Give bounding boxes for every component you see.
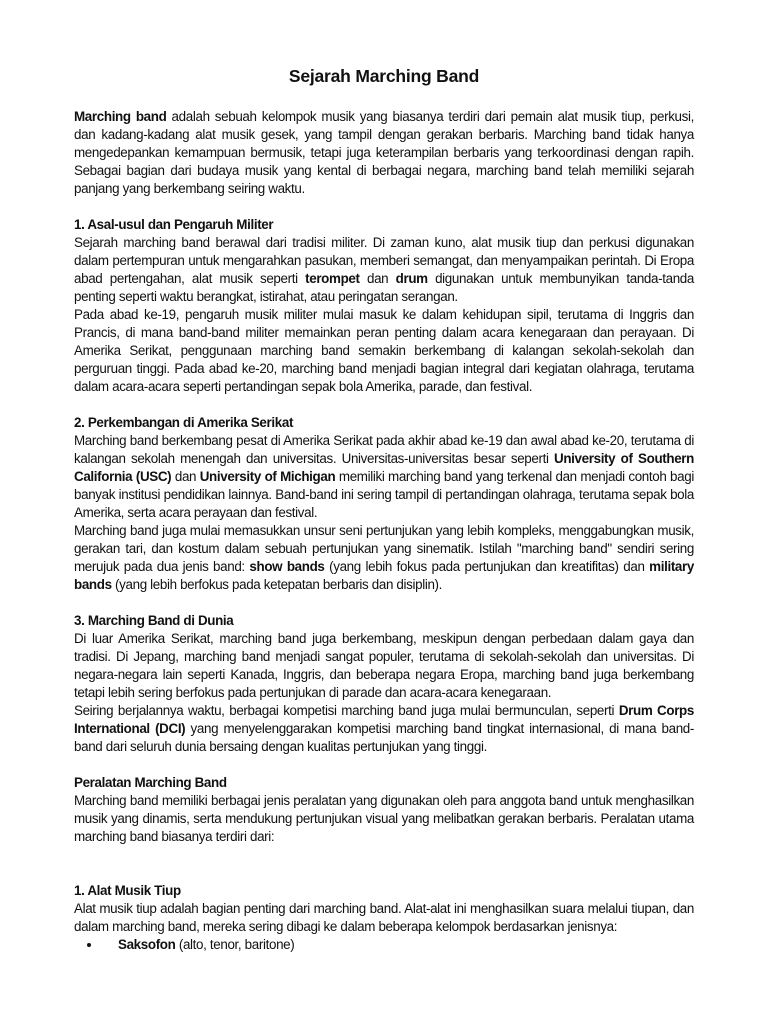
bold-term: drum: [395, 271, 428, 286]
bold-term: Saksofon: [118, 937, 176, 952]
text-run: (alto, tenor, baritone): [175, 937, 295, 952]
section1-paragraph-1: [74, 234, 694, 306]
section3-paragraph-1: Di luar Amerika Serikat, marching band juga berkembang, meskipun dengan perbedaan dalam gaya dan tradisi. Di Jepang, marching band menjadi sangat populer, terutama di sekolah-sekolah dan universitas. Di negara-negara lain seperti Kanada, Inggris, dan beberapa negara Eropa, marching band juga berkembang tetapi lebih sering berfokus pada pertunjukan di parade dan acara-acara kenegaraan.: [74, 631, 694, 700]
section3-heading: 3. Marching Band di Dunia: [74, 613, 234, 628]
bold-term: Drum Corps International (DCI): [74, 703, 694, 736]
text-run: Seiring berjalannya waktu, berbagai kompetisi marching band juga mulai bermunculan, seperti: [74, 703, 619, 718]
wind-instruments-paragraph: Alat musik tiup adalah bagian penting dari marching band. Alat-alat ini menghasilkan suara melalui tiupan, dan dalam marching band, mereka sering dibagi ke dalam beberapa kelompok berdasarkan jenisnya:: [74, 901, 694, 934]
page-title: Sejarah Marching Band: [288, 66, 480, 86]
text-run: Marching band juga mulai memasukkan unsur seni pertunjukan yang lebih kompleks, menggabungkan musik, gerakan tari, dan kostum dalam sebuah pertunjukan yang sinematik. Istilah "marching band" sendiri sering merujuk pada dua jenis band:: [74, 523, 694, 574]
wind-instruments-heading: 1. Alat Musik Tiup: [74, 883, 181, 898]
bold-term: University of Michigan: [199, 469, 336, 484]
intro-text: adalah sebuah kelompok musik yang biasanya terdiri dari pemain alat musik tiup, perkusi, dan kadang-kadang alat musik gesek, yang tampil dengan gerakan berbaris. Marching band tidak hanya mengedepankan kemampuan bermusik, tetapi juga keterampilan berbaris yang terkoordinasi dengan rapih. Sebagai bagian dari budaya musik yang kental di berbagai negara, marching band telah memiliki sejarah panjang yang berkembang seiring waktu.: [74, 109, 694, 196]
bold-term: show bands: [249, 559, 325, 574]
section2-paragraph-1: [74, 432, 694, 522]
bold-term: military bands: [74, 559, 694, 592]
intro-term: Marching band: [74, 109, 167, 124]
text-run: dan: [171, 469, 200, 484]
equipment-paragraph: Marching band memiliki berbagai jenis peralatan yang digunakan oleh para anggota band untuk menghasilkan musik yang dinamis, serta mendukung pertunjukan visual yang melibatkan gerakan berbaris. Peralatan utama marching band biasanya terdiri dari:: [74, 793, 694, 844]
text-run: yang menyelenggarakan kompetisi marching band tingkat internasional, di mana band-band dari seluruh dunia bersaing dengan kualitas pertunjukan yang tinggi.: [74, 721, 694, 754]
text-run: (yang lebih berfokus pada ketepatan berbaris dan disiplin).: [111, 577, 443, 592]
text-run: Sejarah marching band berawal dari tradisi militer. Di zaman kuno, alat musik tiup dan perkusi digunakan dalam pertempuran untuk mengarahkan pasukan, memberi semangat, dan menyampaikan perintah. Di Eropa abad pertengahan, alat musik seperti: [74, 235, 694, 286]
list-item: [102, 936, 694, 954]
section1-heading: 1. Asal-usul dan Pengaruh Militer: [74, 217, 274, 232]
instrument-list: [74, 936, 694, 954]
intro-paragraph: [74, 108, 694, 198]
equipment-heading: Peralatan Marching Band: [74, 775, 227, 790]
text-run: digunakan untuk membunyikan tanda-tanda penting seperti waktu berangkat, istirahat, atau peringatan serangan.: [74, 271, 694, 304]
section1-paragraph-2: Pada abad ke-19, pengaruh musik militer mulai masuk ke dalam kehidupan sipil, terutama di Inggris dan Prancis, di mana band-band militer memainkan peran penting dalam acara kenegaraan dan perayaan. Di Amerika Serikat, penggunaan marching band semakin berkembang di kalangan sekolah-sekolah dan perguruan tinggi. Pada abad ke-20, marching band menjadi bagian integral dari kegiatan olahraga, terutama dalam acara-acara seperti pertandingan sepak bola Amerika, parade, dan festival.: [74, 307, 694, 394]
text-run: Marching band berkembang pesat di Amerika Serikat pada akhir abad ke-19 dan awal abad ke-20, terutama di kalangan sekolah menengah dan universitas. Universitas-universitas besar seperti: [74, 433, 694, 466]
bold-term: terompet: [305, 271, 360, 286]
section2-heading: 2. Perkembangan di Amerika Serikat: [74, 415, 294, 430]
text-run: dan: [359, 271, 396, 286]
text-run: (yang lebih fokus pada pertunjukan dan kreatifitas) dan: [324, 559, 650, 574]
bold-term: University of Southern California (USC): [74, 451, 694, 484]
section2-paragraph-2: [74, 522, 694, 594]
text-run: memiliki marching band yang terkenal dan menjadi contoh bagi banyak institusi pendidikan lainnya. Band-band ini sering tampil di pertandingan olahraga, terutama sepak bola Amerika, serta acara perayaan dan festival.: [74, 469, 694, 520]
section3-paragraph-2: [74, 702, 694, 756]
